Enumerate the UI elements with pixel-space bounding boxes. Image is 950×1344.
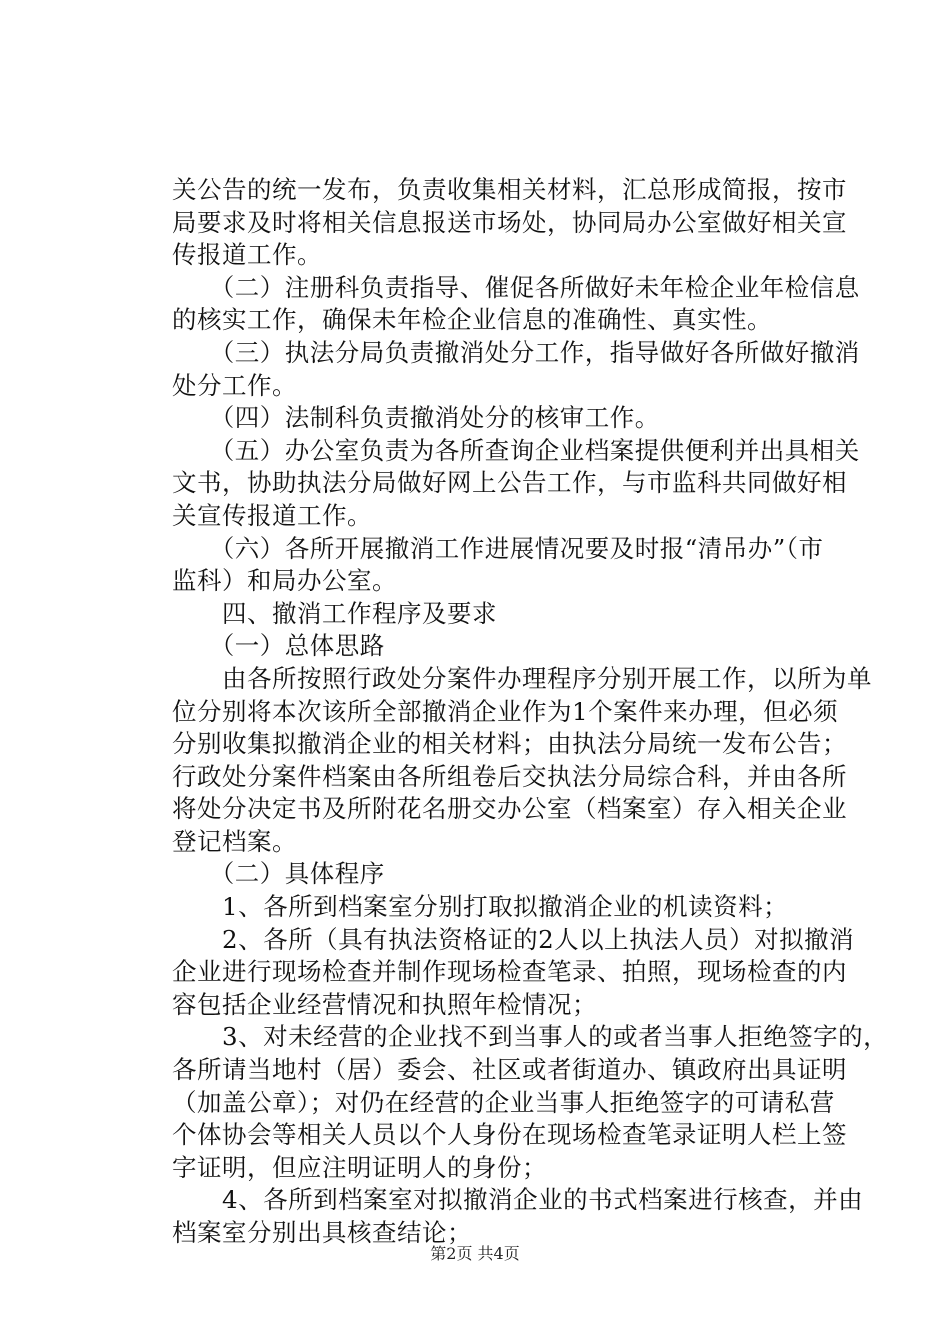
text-line: 四、撤消工作程序及要求 — [172, 598, 497, 628]
text-line: 企业进行现场检查并制作现场检查笔录、拍照，现场检查的内 — [172, 957, 847, 987]
text-line: 位分别将本次该所全部撤消企业作为1个案件来办理，但必须 — [172, 696, 839, 726]
text-line: 4、各所到档案室对拟撤消企业的书式档案进行核查，并由 — [172, 1185, 864, 1215]
text-line: （五）办公室负责为各所查询企业档案提供便利并出具相关 — [172, 435, 860, 465]
text-line: 关宣传报道工作。 — [172, 500, 372, 530]
text-line: 容包括企业经营情况和执照年检情况； — [172, 989, 597, 1019]
text-line: （一）总体思路 — [172, 631, 385, 661]
text-line: 传报道工作。 — [172, 240, 322, 270]
text-line: 登记档案。 — [172, 826, 297, 856]
text-line: 2、各所（具有执法资格证的2人以上执法人员）对拟撤消 — [172, 924, 855, 954]
text-line: 将处分决定书及所附花名册交办公室（档案室）存入相关企业 — [172, 794, 847, 824]
text-line: 行政处分案件档案由各所组卷后交执法分局综合科，并由各所 — [172, 761, 847, 791]
page-footer — [0, 1244, 950, 1264]
document-body — [172, 174, 889, 1250]
text-line: 1、各所到档案室分别打取拟撤消企业的机读资料； — [172, 892, 789, 922]
text-line: 监科）和局办公室。 — [172, 566, 397, 596]
text-line: （二）具体程序 — [172, 859, 385, 889]
text-line: 字证明，但应注明证明人的身份； — [172, 1152, 547, 1182]
text-line: （四）法制科负责撤消处分的核审工作。 — [172, 403, 660, 433]
text-line: （六）各所开展撤消工作进展情况要及时报“清吊办”（市 — [172, 533, 824, 563]
text-line: （二）注册科负责指导、催促各所做好未年检企业年检信息 — [172, 272, 860, 302]
text-line: 各所请当地村（居）委会、社区或者街道办、镇政府出具证明 — [172, 1055, 847, 1085]
text-line: 由各所按照行政处分案件办理程序分别开展工作，以所为单 — [172, 663, 872, 693]
text-line: 处分工作。 — [172, 370, 297, 400]
text-line: 局要求及时将相关信息报送市场处，协同局办公室做好相关宣 — [172, 207, 847, 237]
text-line: 档案室分别出具核查结论； — [172, 1218, 472, 1247]
text-line: 的核实工作，确保未年检企业信息的准确性、真实性。 — [172, 305, 772, 335]
text-line: 关公告的统一发布，负责收集相关材料，汇总形成简报，按市 — [172, 175, 847, 204]
text-line: 3、对未经营的企业找不到当事人的或者当事人拒绝签字的， — [172, 1022, 889, 1052]
page-number: 第2页 共4页 — [430, 1244, 520, 1263]
text-line: （加盖公章）；对仍在经营的企业当事人拒绝签字的可请私营 — [172, 1087, 835, 1117]
text-line: 个体协会等相关人员以个人身份在现场检查笔录证明人栏上签 — [172, 1120, 847, 1150]
text-line: （三）执法分局负责撤消处分工作，指导做好各所做好撤消 — [172, 337, 860, 367]
text-line: 文书，协助执法分局做好网上公告工作，与市监科共同做好相 — [172, 468, 847, 498]
text-line: 分别收集拟撤消企业的相关材料；由执法分局统一发布公告； — [172, 729, 847, 759]
